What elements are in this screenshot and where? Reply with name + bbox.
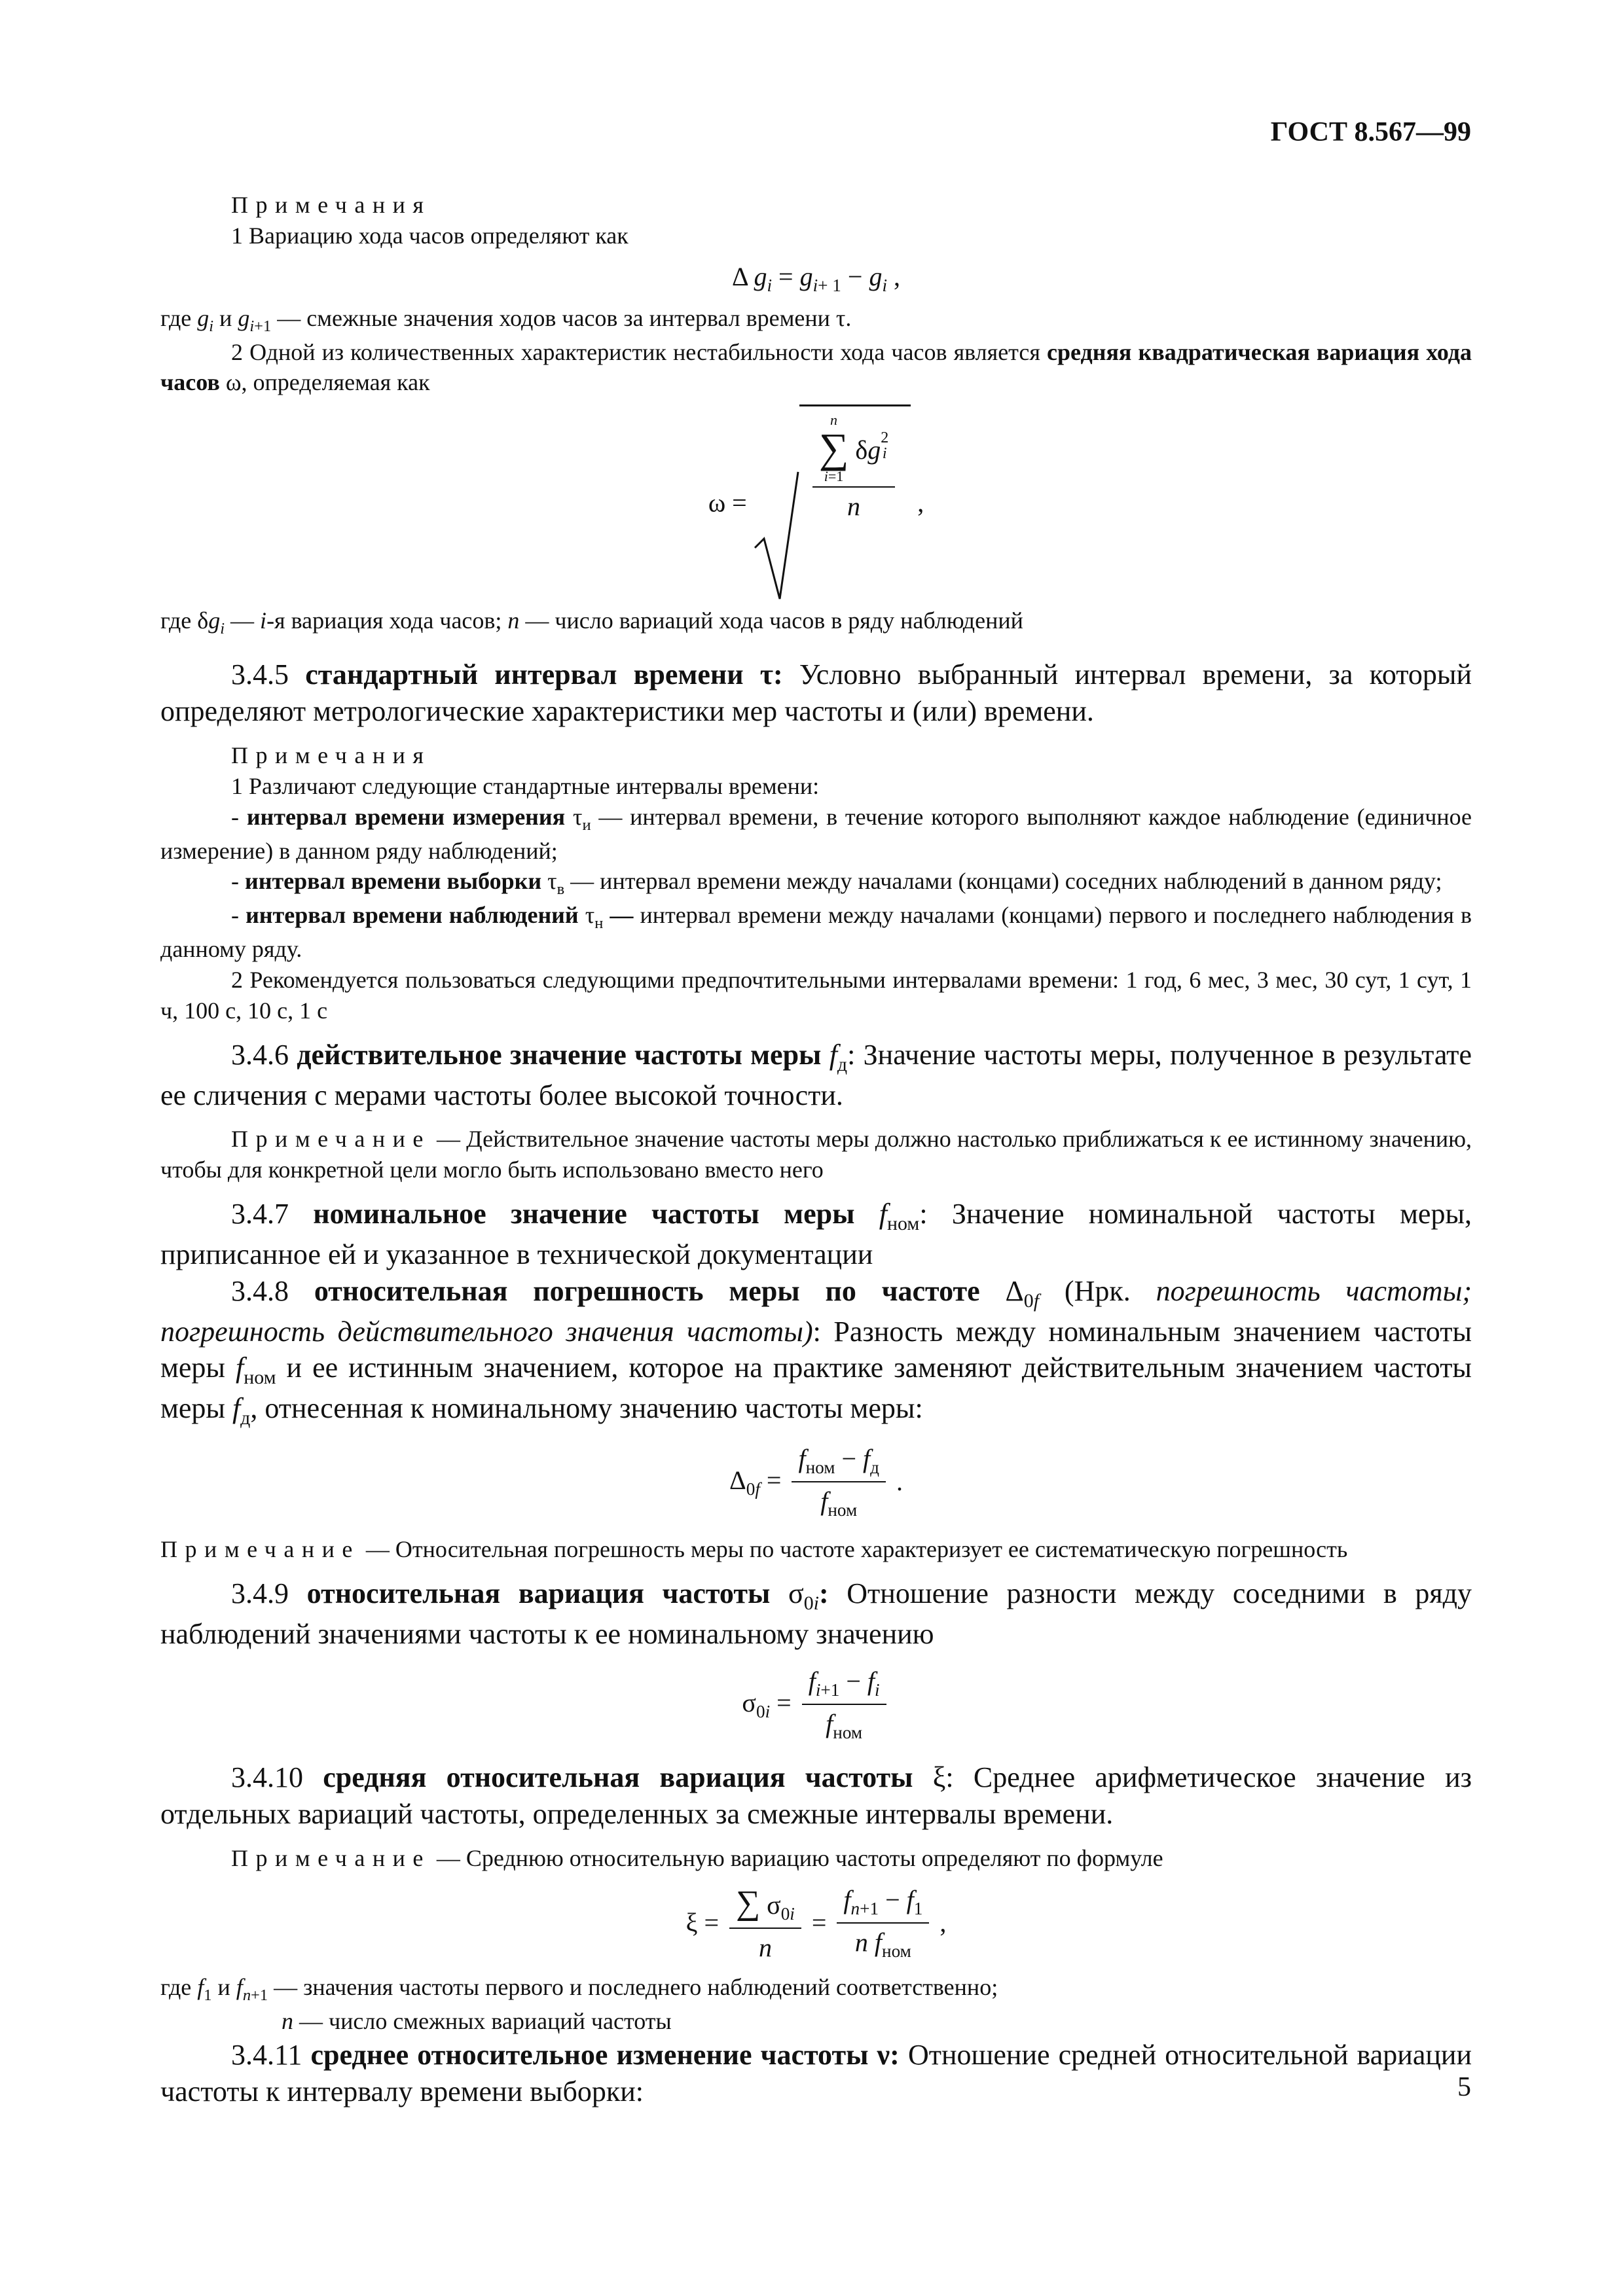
page-content	[160, 190, 1472, 2110]
section-3-4-11: 3.4.11 среднее относительное изменение частоты ν: Отношение средней относительной вариации частоты к интервалу времени выборки:	[160, 2038, 1472, 2108]
section-3-4-7: 3.4.7 номинальное значение частоты меры $f_{ном}$: Значение номинальной частоты меры, приписанное ей и указанное в технической документации	[160, 1198, 1472, 1270]
section-3-4-6: 3.4.6 действительное значение частоты меры $f_д$: Значение частоты меры, полученное в результате ее сличения с мерами частоты более высокой точности.	[160, 1038, 1472, 1111]
note-1: 1 Различают следующие стандартные интервалы времени:	[231, 772, 820, 799]
notes-title: Примечания	[231, 192, 431, 218]
list-item: - интервал времени наблюдений $\tau_н$ — интервал времени между началами (концами) первого и последнего наблюдения в данному ряду.	[160, 902, 1472, 963]
section-3-4-8: 3.4.8 относительная погрешность меры по частоте $\Delta_{0f}$ (Нрк. погрешность частоты; погрешность действительного значения частоты): Разность между номинальным значением частоты меры $f_{ном}$ и ее истинным значением, которое на практике заменяют действительным значением частоты меры $f_д$, отнесенная к номинальному значению частоты меры:	[160, 1274, 1472, 1429]
page-number: 5	[1457, 2072, 1471, 2102]
formula-omega: ω = n ∑ i=1 δg $^{2 i}$ n ,	[160, 404, 1472, 601]
formula-delta-g: Δ $g_i = g_{i+ 1} - g_i$ ,	[731, 261, 901, 295]
note-1: 1 Вариацию хода часов определяют как	[231, 222, 629, 249]
document-code: ГОСТ 8.567—99	[1270, 117, 1471, 147]
note-3-4-8: Примечание — Относительная погрешность меры по частоте характеризует ее систематическую погрешность	[160, 1536, 1348, 1562]
list-item: - интервал времени выборки $\tau_в$ — интервал времени между началами (концами) соседних наблюдений в данном ряду;	[231, 868, 1442, 899]
list-item: - интервал времени измерения $\tau_и$ — интервал времени, в течение которого выполняют каждое наблюдение (единичное измерение) в данном ряду наблюдений;	[160, 803, 1472, 864]
section-3-4-9: 3.4.9 относительная вариация частоты $\sigma_{0i}$: Отношение разности между соседними в ряду наблюдений значениями частоты к ее номинальному значению	[160, 1577, 1472, 1650]
note-2-where: где $\delta g_i$ — i-я вариация хода часов; n — число вариаций хода часов в ряду наблюдений	[160, 607, 1023, 638]
section-3-4-10: 3.4.10 средняя относительная вариация частоты ξ: Среднее арифметическое значение из отдельных вариаций частоты, определенных за смежные интервалы времени.	[160, 1761, 1472, 1831]
formula-xi: ξ = $\frac{\sum \sigma_{0i}}{n}$ = $\frac{f_{n+1} - f_1}{n f_{ном}}$ ,	[160, 1882, 1472, 1964]
notes-title: Примечания	[231, 742, 431, 768]
formula-delta-0f: $\Delta_{0f}$ = $\frac{f_{ном} - f_д}{f_{ном}}$ .	[729, 1444, 903, 1520]
note-1-where: где $g_i$ и $g_{i+1}$ — смежные значения ходов часов за интервал времени τ.	[160, 304, 852, 335]
note-3-4-10-where-n: n — число смежных вариаций частоты	[282, 2008, 672, 2035]
section-3-4-5: 3.4.5 стандартный интервал времени τ: Условно выбранный интервал времени, за который определяют метрологические характеристики мер частоты и (или) времени.	[160, 658, 1472, 728]
formula-sigma-0i: $\sigma_{0i}$ = $\frac{f_{i+1} - f_i}{f_{ном}}$	[160, 1665, 1472, 1744]
note-3-4-10: Примечание — Среднюю относительную вариацию частоты определяют по формуле	[231, 1845, 1163, 1872]
note-3-4-6: Примечание — Действительное значение частоты меры должно настолько приближаться к ее истинному значению, чтобы для конкретной цели могло быть использовано вместо него	[160, 1126, 1472, 1183]
note-3-4-10-where: где $f_1$ и $f_{n+1}$ — значения частоты первого и последнего наблюдений соответственно;	[160, 1974, 998, 2005]
sqrt-icon: n ∑ i=1 δg $^{2 i}$ n	[754, 404, 911, 601]
note-2: 2 Рекомендуется пользоваться следующими предпочтительными интервалами времени: 1 год, 6 мес, 3 мес, 30 сут, 1 сут, 1 ч, 100 с, 10 с, 1 с	[160, 967, 1472, 1024]
note-2: 2 Одной из количественных характеристик нестабильности хода часов является средняя квадратическая вариация хода часов ω, определяемая как	[160, 338, 1472, 396]
